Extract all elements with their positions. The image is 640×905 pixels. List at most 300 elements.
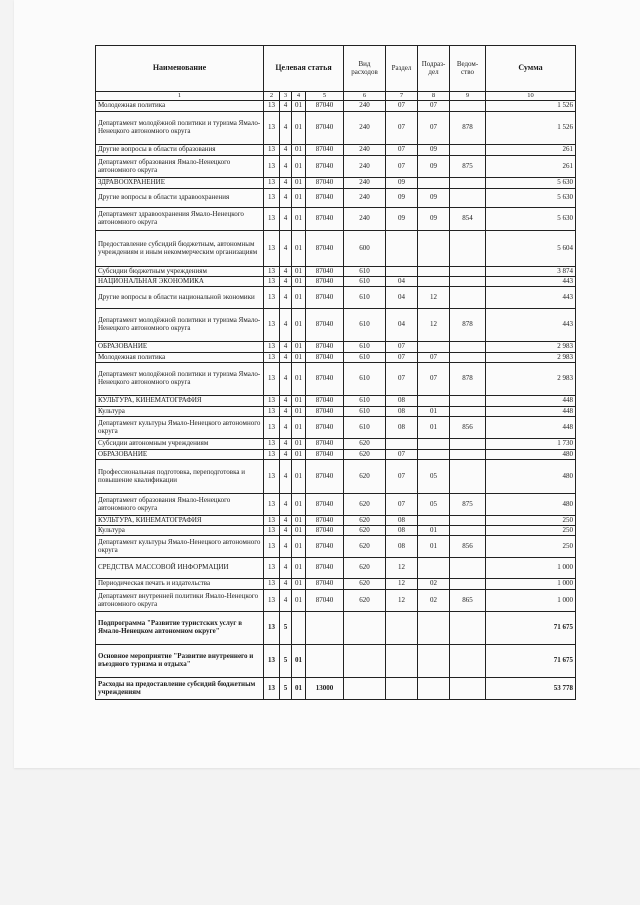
row-event: 01 [292,590,306,612]
header-vedomstvo: Ведом-ство [450,46,486,92]
row-vedomstvo: 856 [450,536,486,558]
row-vid: 240 [344,156,386,178]
row-program: 13 [264,353,280,363]
row-podrazdel [418,439,450,450]
row-event: 01 [292,396,306,407]
row-razdel: 07 [386,156,418,178]
table-row [96,231,576,267]
col-number: 8 [418,92,450,101]
row-code: 87040 [306,417,344,439]
row-name: Департамент внутренней политики Ямало-Ненецкого автономного округа [96,590,264,612]
row-name: КУЛЬТУРА, КИНЕМАТОГРАФИЯ [96,516,264,526]
row-vid: 620 [344,579,386,590]
row-code: 87040 [306,277,344,287]
row-code: 87040 [306,526,344,536]
row-program: 13 [264,363,280,396]
row-name: Департамент культуры Ямало-Ненецкого автономного округа [96,417,264,439]
row-name: Департамент молодёжной политики и туризма Ямало-Ненецкого автономного округа [96,112,264,145]
row-program: 13 [264,645,280,678]
row-razdel [386,267,418,277]
row-subprogram: 4 [280,287,292,309]
row-subprogram: 4 [280,353,292,363]
row-summa: 1 526 [486,112,576,145]
table-row [96,208,576,231]
row-summa: 3 874 [486,267,576,277]
row-subprogram: 4 [280,407,292,417]
row-program: 13 [264,494,280,516]
row-code: 87040 [306,112,344,145]
row-name: КУЛЬТУРА, КИНЕМАТОГРАФИЯ [96,396,264,407]
row-razdel: 08 [386,536,418,558]
row-code: 87040 [306,231,344,267]
row-summa: 53 778 [486,678,576,700]
row-vedomstvo [450,145,486,156]
table-row [96,645,576,678]
row-subprogram: 4 [280,494,292,516]
row-podrazdel: 05 [418,494,450,516]
row-vid: 610 [344,396,386,407]
row-vedomstvo [450,678,486,700]
header-razdel: Раздел [386,46,418,92]
row-razdel: 07 [386,363,418,396]
row-subprogram: 4 [280,363,292,396]
row-program: 13 [264,208,280,231]
row-code: 87040 [306,208,344,231]
row-event: 01 [292,645,306,678]
row-subprogram: 4 [280,189,292,208]
row-subprogram: 4 [280,396,292,407]
row-code: 87040 [306,590,344,612]
table-row [96,309,576,342]
row-program: 13 [264,460,280,494]
row-razdel: 04 [386,277,418,287]
row-podrazdel: 07 [418,101,450,112]
row-event: 01 [292,309,306,342]
row-program: 13 [264,579,280,590]
row-program: 13 [264,231,280,267]
row-code: 13000 [306,678,344,700]
col-number: 2 [264,92,280,101]
row-vid: 620 [344,590,386,612]
row-event: 01 [292,536,306,558]
table-row [96,353,576,363]
row-summa: 5 630 [486,178,576,189]
col-number: 4 [292,92,306,101]
row-podrazdel [418,558,450,579]
table-row [96,145,576,156]
row-vid: 610 [344,407,386,417]
row-vedomstvo [450,189,486,208]
row-podrazdel: 12 [418,287,450,309]
row-vid: 620 [344,526,386,536]
row-vedomstvo: 856 [450,417,486,439]
row-program: 13 [264,156,280,178]
row-podrazdel: 07 [418,112,450,145]
row-program: 13 [264,267,280,277]
row-event: 01 [292,460,306,494]
row-program: 13 [264,516,280,526]
row-vid: 610 [344,342,386,353]
table-row [96,526,576,536]
row-vid: 620 [344,516,386,526]
row-subprogram: 4 [280,231,292,267]
row-vid: 600 [344,231,386,267]
col-number: 5 [306,92,344,101]
row-podrazdel: 02 [418,579,450,590]
row-podrazdel [418,396,450,407]
row-code: 87040 [306,460,344,494]
row-vid [344,612,386,645]
row-summa: 5 630 [486,208,576,231]
row-event: 01 [292,579,306,590]
row-subprogram: 5 [280,645,292,678]
row-summa: 443 [486,309,576,342]
row-summa: 261 [486,145,576,156]
row-code: 87040 [306,494,344,516]
header-summa: Сумма [486,46,576,92]
row-name: Другие вопросы в области образования [96,145,264,156]
row-razdel: 07 [386,460,418,494]
row-subprogram: 4 [280,536,292,558]
table-row [96,536,576,558]
row-vedomstvo [450,231,486,267]
row-subprogram: 4 [280,590,292,612]
row-program: 13 [264,536,280,558]
row-program: 13 [264,450,280,460]
row-razdel: 07 [386,353,418,363]
table-row [96,558,576,579]
row-code [306,612,344,645]
row-vedomstvo [450,267,486,277]
row-name: Культура [96,526,264,536]
row-name: Субсидии автономным учреждениям [96,439,264,450]
row-vid: 240 [344,208,386,231]
row-event: 01 [292,267,306,277]
row-podrazdel: 07 [418,363,450,396]
row-summa: 1 526 [486,101,576,112]
row-event: 01 [292,678,306,700]
table-row [96,396,576,407]
row-name: Молодежная политика [96,101,264,112]
table-row [96,342,576,353]
row-code: 87040 [306,189,344,208]
row-program: 13 [264,612,280,645]
row-program: 13 [264,287,280,309]
row-razdel: 07 [386,112,418,145]
row-summa: 261 [486,156,576,178]
row-event: 01 [292,407,306,417]
row-vedomstvo: 854 [450,208,486,231]
row-razdel: 04 [386,309,418,342]
row-vid: 610 [344,287,386,309]
row-subprogram: 4 [280,417,292,439]
row-vid: 620 [344,460,386,494]
row-event: 01 [292,231,306,267]
row-vedomstvo: 865 [450,590,486,612]
row-vedomstvo: 878 [450,363,486,396]
row-code: 87040 [306,156,344,178]
row-subprogram: 4 [280,460,292,494]
row-podrazdel [418,178,450,189]
row-razdel: 07 [386,494,418,516]
row-podrazdel: 09 [418,145,450,156]
row-razdel: 08 [386,516,418,526]
row-podrazdel: 07 [418,353,450,363]
row-vedomstvo: 878 [450,112,486,145]
table-row [96,612,576,645]
row-program: 13 [264,439,280,450]
row-event: 01 [292,342,306,353]
row-program: 13 [264,678,280,700]
row-name: Департамент молодёжной политики и туризма Ямало-Ненецкого автономного округа [96,309,264,342]
row-podrazdel: 05 [418,460,450,494]
row-event: 01 [292,156,306,178]
header-podrazdel: Подраз-дел [418,46,450,92]
row-vedomstvo [450,101,486,112]
row-summa: 443 [486,277,576,287]
row-name: СРЕДСТВА МАССОВОЙ ИНФОРМАЦИИ [96,558,264,579]
row-name: Субсидии бюджетным учреждениям [96,267,264,277]
header-vid: Вид расходов [344,46,386,92]
row-summa: 480 [486,450,576,460]
row-subprogram: 4 [280,516,292,526]
row-name: Департамент образования Ямало-Ненецкого автономного округа [96,494,264,516]
row-code: 87040 [306,396,344,407]
row-vedomstvo [450,353,486,363]
row-podrazdel [418,612,450,645]
col-number: 1 [96,92,264,101]
row-name: Подпрограмма "Развитие туристских услуг в Ямало-Ненецком автономном округе" [96,612,264,645]
table-row [96,363,576,396]
row-code: 87040 [306,439,344,450]
row-code: 87040 [306,450,344,460]
row-subprogram: 4 [280,309,292,342]
row-name: Периодическая печать и издательства [96,579,264,590]
row-summa: 5 630 [486,189,576,208]
row-podrazdel: 01 [418,417,450,439]
row-code: 87040 [306,353,344,363]
row-razdel: 07 [386,145,418,156]
row-name: ЗДРАВООХРАНЕНИЕ [96,178,264,189]
table-row [96,189,576,208]
row-subprogram: 4 [280,450,292,460]
row-event: 01 [292,526,306,536]
row-podrazdel [418,342,450,353]
row-summa: 448 [486,417,576,439]
row-event: 01 [292,189,306,208]
row-vedomstvo [450,460,486,494]
row-code: 87040 [306,267,344,277]
row-program: 13 [264,277,280,287]
row-subprogram: 4 [280,439,292,450]
row-summa: 1 730 [486,439,576,450]
row-event: 01 [292,439,306,450]
row-code: 87040 [306,558,344,579]
row-vedomstvo [450,277,486,287]
col-number: 3 [280,92,292,101]
row-subprogram: 4 [280,526,292,536]
row-subprogram: 4 [280,112,292,145]
row-program: 13 [264,189,280,208]
row-vedomstvo [450,407,486,417]
row-code [306,645,344,678]
row-summa: 2 983 [486,363,576,396]
table-row [96,516,576,526]
col-number: 9 [450,92,486,101]
row-podrazdel: 09 [418,156,450,178]
row-name: Предоставление субсидий бюджетным, автономным учреждениям и иным некоммерческим организациям [96,231,264,267]
row-name: Профессиональная подготовка, переподготовка и повышение квалификации [96,460,264,494]
row-subprogram: 4 [280,267,292,277]
row-razdel: 12 [386,558,418,579]
row-vedomstvo [450,450,486,460]
row-name: Другие вопросы в области здравоохранения [96,189,264,208]
row-vedomstvo: 875 [450,494,486,516]
row-summa: 2 983 [486,353,576,363]
table-header [96,46,576,101]
row-subprogram: 4 [280,342,292,353]
table-row [96,407,576,417]
row-name: Департамент образования Ямало-Ненецкого автономного округа [96,156,264,178]
row-podrazdel [418,678,450,700]
row-vedomstvo [450,579,486,590]
row-program: 13 [264,407,280,417]
row-summa: 448 [486,407,576,417]
row-subprogram: 4 [280,156,292,178]
row-vedomstvo [450,558,486,579]
row-razdel: 07 [386,342,418,353]
table-row [96,494,576,516]
row-podrazdel: 09 [418,189,450,208]
row-code: 87040 [306,287,344,309]
row-razdel: 12 [386,590,418,612]
row-vid: 610 [344,277,386,287]
row-vid: 610 [344,267,386,277]
row-name: Молодежная политика [96,353,264,363]
row-name: ОБРАЗОВАНИЕ [96,450,264,460]
row-code: 87040 [306,101,344,112]
row-program: 13 [264,558,280,579]
row-summa: 448 [486,396,576,407]
row-code: 87040 [306,516,344,526]
table-row [96,287,576,309]
row-event: 01 [292,363,306,396]
row-code: 87040 [306,342,344,353]
row-subprogram: 4 [280,178,292,189]
row-vid: 240 [344,189,386,208]
row-name: Культура [96,407,264,417]
table-row [96,439,576,450]
row-subprogram: 5 [280,678,292,700]
row-event: 01 [292,353,306,363]
table-row [96,267,576,277]
row-summa: 71 675 [486,645,576,678]
row-subprogram: 4 [280,558,292,579]
header-name: Наименование [96,46,264,92]
row-vid [344,678,386,700]
row-vid: 620 [344,536,386,558]
row-vedomstvo [450,612,486,645]
row-event: 01 [292,287,306,309]
row-program: 13 [264,342,280,353]
row-razdel: 08 [386,526,418,536]
header-target: Целевая статья [264,46,344,92]
row-summa: 1 000 [486,590,576,612]
row-summa: 250 [486,516,576,526]
row-name: Департамент здравоохранения Ямало-Ненецкого автономного округа [96,208,264,231]
table-row [96,178,576,189]
row-vid: 620 [344,439,386,450]
row-razdel [386,231,418,267]
budget-table [95,45,576,700]
row-vedomstvo [450,396,486,407]
row-vedomstvo [450,287,486,309]
row-razdel: 12 [386,579,418,590]
row-summa: 250 [486,536,576,558]
row-event: 01 [292,277,306,287]
row-name: НАЦИОНАЛЬНАЯ ЭКОНОМИКА [96,277,264,287]
row-vid: 610 [344,417,386,439]
row-podrazdel: 12 [418,309,450,342]
row-summa: 443 [486,287,576,309]
row-summa: 1 000 [486,558,576,579]
row-event: 01 [292,101,306,112]
row-name: Департамент культуры Ямало-Ненецкого автономного округа [96,536,264,558]
col-number: 10 [486,92,576,101]
row-podrazdel [418,267,450,277]
row-event: 01 [292,450,306,460]
row-podrazdel: 09 [418,208,450,231]
row-program: 13 [264,309,280,342]
row-vedomstvo [450,178,486,189]
row-vedomstvo [450,342,486,353]
row-event: 01 [292,145,306,156]
row-razdel: 07 [386,450,418,460]
row-summa: 5 604 [486,231,576,267]
row-razdel [386,439,418,450]
row-name: Основное мероприятие "Развитие внутреннего и въездного туризма и отдыха" [96,645,264,678]
row-razdel: 08 [386,407,418,417]
table-row [96,101,576,112]
row-name: Департамент молодёжной политики и туризма Ямало-Ненецкого автономного округа [96,363,264,396]
row-vid: 620 [344,558,386,579]
row-code: 87040 [306,178,344,189]
table-body [96,101,576,700]
row-program: 13 [264,178,280,189]
row-podrazdel: 01 [418,526,450,536]
table-row [96,112,576,145]
row-program: 13 [264,145,280,156]
table-row [96,579,576,590]
row-vid: 240 [344,178,386,189]
row-code: 87040 [306,579,344,590]
col-number: 6 [344,92,386,101]
table-row [96,590,576,612]
row-name: ОБРАЗОВАНИЕ [96,342,264,353]
row-podrazdel: 01 [418,536,450,558]
row-program: 13 [264,590,280,612]
row-vid: 610 [344,363,386,396]
row-subprogram: 4 [280,579,292,590]
row-podrazdel [418,645,450,678]
row-podrazdel: 01 [418,407,450,417]
row-event: 01 [292,494,306,516]
table-row [96,460,576,494]
column-number-row [96,92,576,101]
row-program: 13 [264,526,280,536]
row-vid [344,645,386,678]
row-code: 87040 [306,309,344,342]
